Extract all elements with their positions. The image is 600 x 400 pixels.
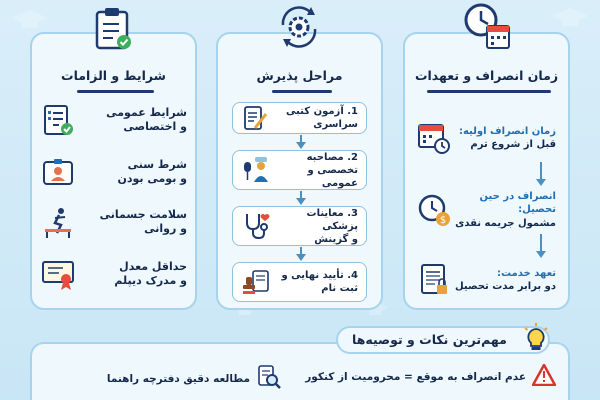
tip-item [107, 364, 282, 393]
requirement-label: سلامت جسمانی [99, 208, 187, 222]
graduation-cap-icon [10, 8, 50, 32]
contract-icon [417, 263, 451, 297]
clipboard-check-icon [86, 6, 140, 52]
calendar-clock-icon [417, 121, 451, 155]
flow-arrow [540, 162, 542, 180]
hurdle-runner-icon [40, 204, 76, 240]
requirement-item [40, 202, 187, 242]
withdrawal-title: زمان انصراف و تعهدات [414, 68, 559, 83]
tip-text: عدم انصراف به موقع = محرومیت از کنکور [305, 370, 526, 383]
step-label: 4. تأیید نهایی و [281, 270, 358, 281]
stamp-icon [241, 267, 271, 297]
title-rule [77, 90, 154, 93]
stethoscope-icon [241, 211, 271, 241]
id-card-icon [40, 154, 76, 190]
flow-arrow [536, 179, 546, 186]
svg-text:$: $ [439, 215, 447, 226]
withdrawal-head: انصراف در حین تحصیل: [479, 190, 556, 216]
admission-step [232, 262, 367, 302]
step-label: ثبت نام [321, 283, 358, 294]
withdrawal-item [417, 118, 556, 158]
requirement-label: و روانی [144, 222, 187, 235]
tips-title: مهم‌ترین نکات و توصیه‌ها [352, 332, 507, 347]
interview-icon [241, 155, 270, 185]
flow-arrow [296, 142, 306, 149]
clock-dollar-icon [417, 193, 451, 227]
step-label: تخصصی و عمومی [307, 164, 358, 189]
title-rule [272, 90, 332, 93]
clock-calendar-icon [460, 4, 514, 50]
withdrawal-item [417, 190, 556, 230]
requirements-card [30, 32, 197, 310]
withdrawal-card [403, 32, 570, 310]
flow-arrow [536, 251, 546, 258]
step-label: و گزینش [314, 233, 358, 245]
exam-paper-icon [241, 103, 269, 133]
title-rule [427, 90, 551, 93]
admission-step [232, 102, 367, 134]
warning-icon [532, 364, 556, 389]
withdrawal-body: قبل از شروع ترم [470, 139, 556, 150]
admission-title: مراحل پذیرش [256, 68, 343, 83]
admission-step [232, 206, 367, 246]
diploma-icon [40, 256, 76, 292]
requirement-label: حداقل معدل [119, 260, 187, 274]
withdrawal-item [417, 260, 556, 300]
checklist-icon [40, 102, 76, 138]
lightbulb-icon [522, 322, 550, 358]
flow-arrow [540, 234, 542, 252]
flow-arrow [296, 254, 306, 261]
requirements-title: شرایط و الزامات [61, 68, 166, 83]
tip-text: مطالعه دقیق دفترچه راهنما [106, 372, 250, 385]
admission-step [232, 150, 367, 190]
step-label: 3. معاینات پزشکی [306, 207, 358, 232]
graduation-cap-icon [550, 6, 590, 30]
admission-card [216, 32, 383, 310]
tip-item [305, 364, 556, 389]
requirement-label: شرایط عمومی [106, 106, 187, 120]
flow-arrow [296, 198, 306, 205]
step-label: 2. مصاحبه [306, 151, 358, 163]
requirement-label: و مدرک دیپلم [114, 274, 187, 287]
requirement-label: و اختصاصی [123, 120, 187, 133]
withdrawal-head: تعهد خدمت: [496, 267, 556, 279]
requirement-label: شرط سنی [127, 158, 187, 172]
requirement-label: و بومی بودن [117, 172, 187, 185]
requirement-item [40, 152, 187, 192]
gear-cycle-icon [272, 4, 326, 50]
step-label: 1. آزمون کتبی سراسری [285, 106, 358, 130]
withdrawal-body: مشمول جریمه نقدی [455, 217, 556, 229]
withdrawal-body: دو برابر مدت تحصیل [454, 281, 556, 292]
requirement-item [40, 254, 187, 294]
withdrawal-head: زمان انصراف اولیه: [458, 125, 556, 137]
magnifier-document-icon [256, 364, 282, 393]
requirement-item [40, 100, 187, 140]
